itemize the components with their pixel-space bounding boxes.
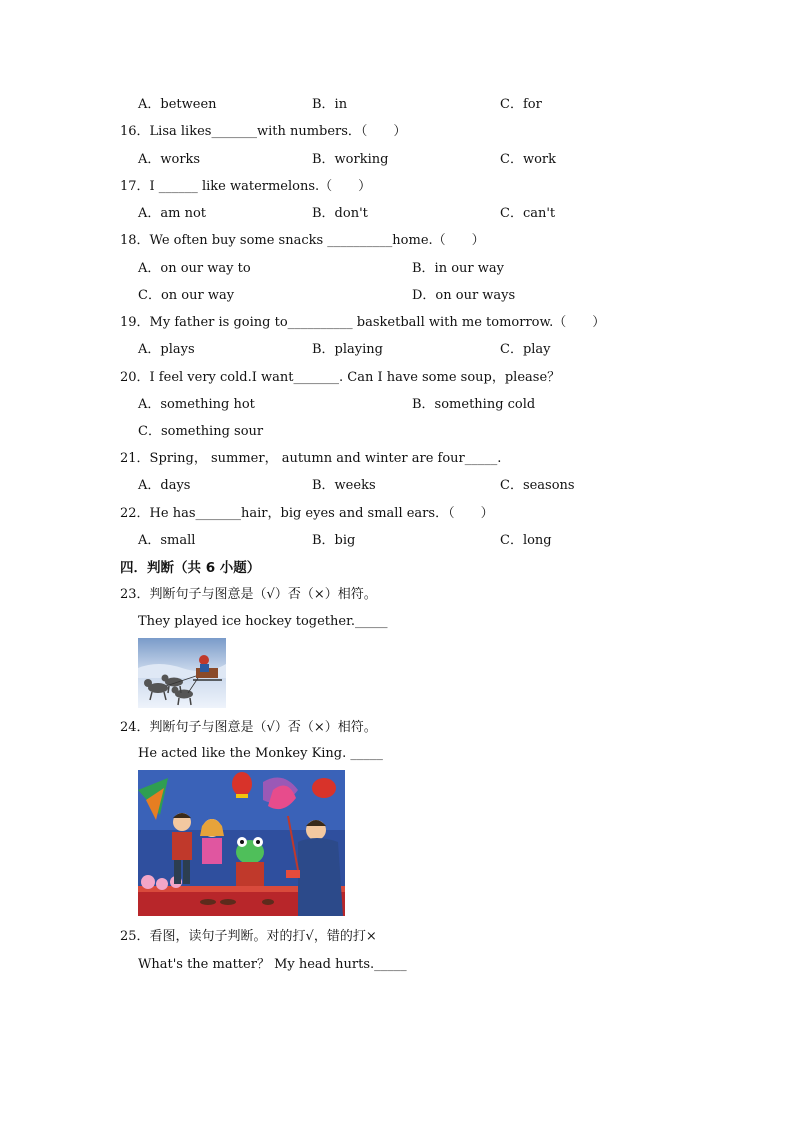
q17-option-c: C．can't [500,206,556,221]
q21-option-c: C．seasons [500,478,575,493]
q24-sentence: He acted like the Monkey King. _____ [138,746,383,761]
q18-option-a: A．on our way to [138,261,251,276]
q17-option-b: B．don't [312,206,368,221]
q15-option-a: A．between [138,97,217,112]
festival-picture [138,770,345,916]
q19-option-b: B．playing [312,342,383,357]
q20-option-b: B．something cold [412,397,536,412]
q25-sentence: What's the matter？ My head hurts._____ [138,957,407,972]
q21-option-b: B．weeks [312,478,376,493]
q22-option-b: B．big [312,533,356,548]
q21-option-a: A．days [138,478,191,493]
q16-option-c: C．work [500,152,556,167]
q18-option-b: B．in our way [412,261,504,276]
q24-stem: 24．判断句子与图意是（√）否（×）相符。 [120,720,377,735]
q20-stem: 20．I feel very cold.I want_______. Can I have some soup，please？ [120,370,561,385]
q22-option-c: C．long [500,533,552,548]
q19-option-c: C．play [500,342,551,357]
q21-stem: 21．Spring， summer， autumn and winter are four_____. [120,451,502,466]
q17-option-a: A．am not [138,206,207,221]
q20-option-c: C．something sour [138,424,264,439]
q15-option-b: B．in [312,97,348,112]
q23-stem: 23．判断句子与图意是（√）否（×）相符。 [120,587,377,602]
q20-option-a: A．something hot [138,397,255,412]
q16-stem: 16．Lisa likes_______with numbers．（ ） [120,124,407,139]
q16-option-b: B．working [312,152,389,167]
q23-sentence: They played ice hockey together._____ [138,614,388,629]
q17-stem: 17．I ______ like watermelons.（ ） [120,179,372,194]
q18-option-c: C．on our way [138,288,235,303]
q19-stem: 19．My father is going to__________ basketball with me tomorrow.（ ） [120,315,606,330]
q22-option-a: A．small [138,533,196,548]
q16-option-a: A．works [138,152,201,167]
q15-option-c: C．for [500,97,542,112]
q22-stem: 22．He has_______hair，big eyes and small ears．（ ） [120,506,494,521]
q19-option-a: A．plays [138,342,195,357]
q18-stem: 18．We often buy some snacks __________home.（ ） [120,233,485,248]
q18-option-d: D．on our ways [412,288,516,303]
dog-sled-picture [138,638,226,708]
section-4-title: 四．判断（共 6 小题） [120,560,261,576]
q25-stem: 25．看图，读句子判断。对的打√，错的打× [120,929,377,944]
